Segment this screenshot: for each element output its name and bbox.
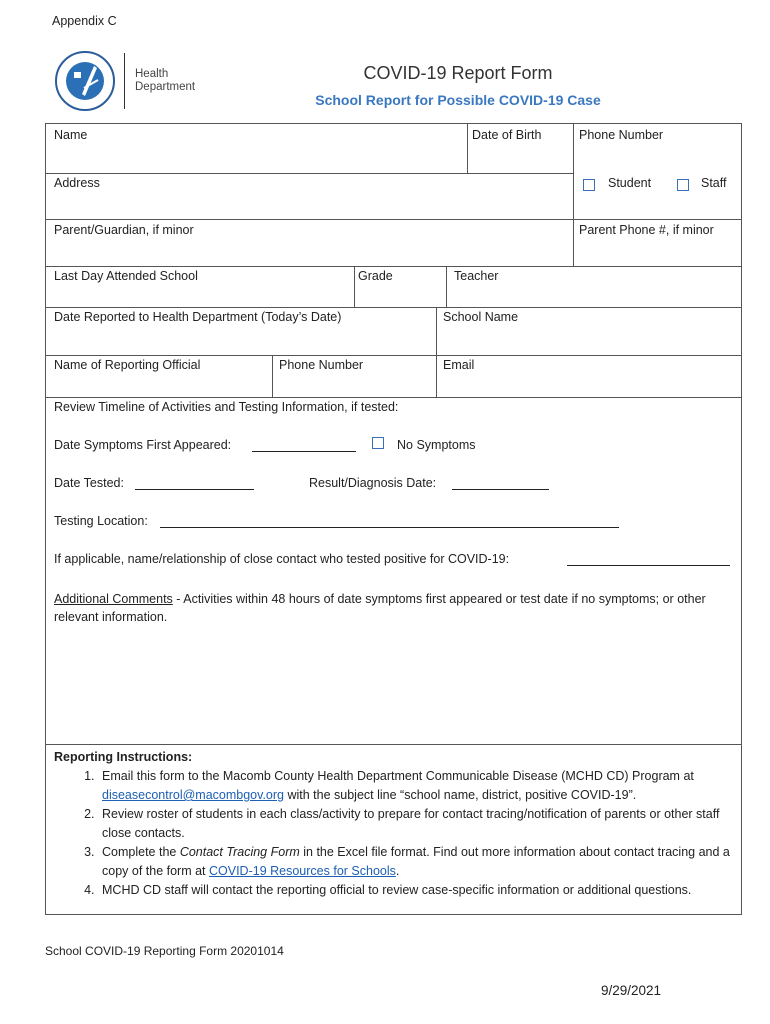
close-contact-label: If applicable, name/relationship of close contact who tested positive for COVID-19: — [54, 552, 510, 566]
grade-label: Grade — [358, 269, 393, 283]
page-title: COVID-19 Report Form — [363, 63, 553, 83]
logo-text: Health Department — [135, 68, 196, 93]
result-date-field[interactable] — [452, 476, 549, 490]
dob-label: Date of Birth — [472, 128, 542, 142]
timeline-heading: Review Timeline of Activities and Testing Information, if tested: — [54, 400, 399, 414]
date-reported-label: Date Reported to Health Department (Today’s Date) — [54, 310, 342, 324]
official-label: Name of Reporting Official — [54, 358, 201, 372]
parent-label: Parent/Guardian, if minor — [54, 223, 194, 237]
date-tested-field[interactable] — [135, 476, 254, 490]
parent-phone-label: Parent Phone #, if minor — [579, 223, 714, 237]
testing-location-label: Testing Location: — [54, 514, 148, 528]
email-label: Email — [443, 358, 475, 372]
reporting-instructions — [54, 748, 734, 900]
instruction-item-2: 2. Review roster of students in each class/activity to prepare for contact tracing/notification of parents or other staff close contacts. — [98, 805, 734, 843]
no-symptoms-label: No Symptoms — [397, 438, 476, 452]
student-checkbox[interactable] — [583, 179, 595, 191]
last-day-label: Last Day Attended School — [54, 269, 198, 283]
print-date: 9/29/2021 — [601, 983, 662, 998]
staff-label: Staff — [701, 176, 727, 190]
result-date-label: Result/Diagnosis Date: — [309, 476, 437, 490]
email-link[interactable]: diseasecontrol@macombgov.org — [102, 788, 284, 802]
no-symptoms-checkbox[interactable] — [372, 437, 384, 449]
symptoms-date-label: Date Symptoms First Appeared: — [54, 438, 232, 452]
form-id-footer: School COVID-19 Reporting Form 20201014 — [45, 944, 284, 958]
appendix-label: Appendix C — [52, 14, 117, 28]
staff-checkbox[interactable] — [677, 179, 689, 191]
testing-location-field[interactable] — [160, 514, 619, 528]
instruction-item-3: 3. Complete the Contact Tracing Form in the Excel file format. Find out more information about contact tracing and a copy of the form at COVID-19 Resources for Schools. — [98, 843, 734, 881]
report-form — [45, 123, 742, 915]
date-tested-label: Date Tested: — [54, 476, 124, 490]
instruction-item-4: 4. MCHD CD staff will contact the reporting official to review case-specific information or additional questions. — [98, 881, 734, 900]
page-subtitle: School Report for Possible COVID-19 Case — [315, 92, 601, 108]
student-label: Student — [608, 176, 652, 190]
name-label: Name — [54, 128, 88, 142]
school-name-label: School Name — [443, 310, 519, 324]
teacher-label: Teacher — [454, 269, 499, 283]
resources-link[interactable]: COVID-19 Resources for Schools — [209, 864, 396, 878]
symptoms-date-field[interactable] — [252, 438, 356, 452]
instruction-item-1: 1. Email this form to the Macomb County Health Department Communicable Disease (MCHD CD) Program at diseasecontrol@macombgov.org with the subject line “school name, district, positive COVID-19”. — [98, 767, 734, 805]
official-phone-label: Phone Number — [279, 358, 364, 372]
address-label: Address — [54, 176, 100, 190]
comments-label: Additional Comments - Activities within 48 hours of date symptoms first appeared or test date if no symptoms; or other relevant information. — [54, 592, 706, 624]
close-contact-field[interactable] — [567, 552, 730, 566]
instructions-heading: Reporting Instructions: — [54, 750, 193, 764]
phone-label: Phone Number — [579, 128, 664, 142]
